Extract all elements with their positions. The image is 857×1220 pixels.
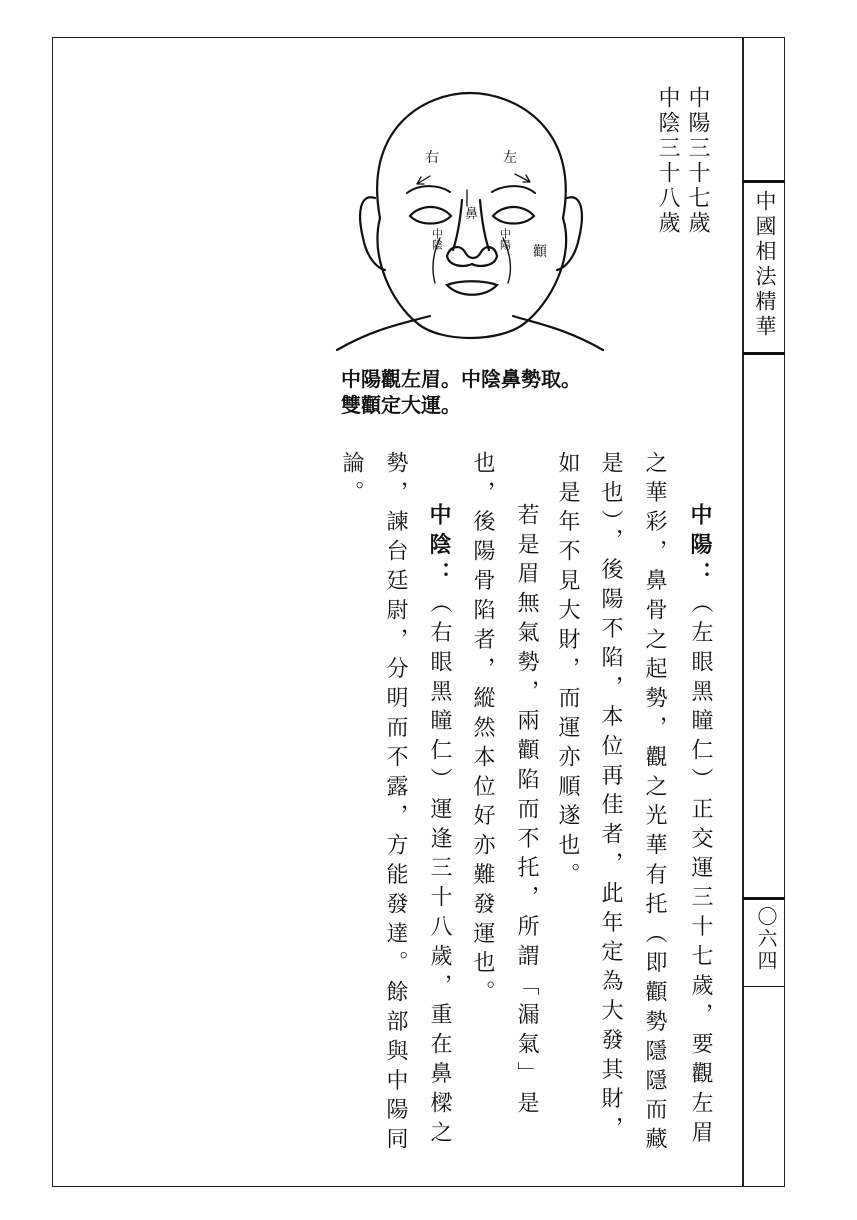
label-zhongyang: 中陽: [498, 228, 512, 250]
page-number: 〇六四: [754, 906, 778, 972]
body-column-7-text: （右眼黑瞳仁）運逢三十八歲，重在鼻樑之: [427, 591, 452, 1150]
age-caption: [652, 86, 712, 236]
age-caption-line2: 中陰三十八歲: [655, 86, 680, 236]
body-column-8: 勢，諫台廷尉，分明而不露，方能發達。餘部與中陽同: [383, 451, 408, 1157]
body-column-6: 也，後陽骨陷者，縱然本位好亦難發運也。: [470, 451, 495, 1010]
body-column-1-text: （左眼黑瞳仁）正交運三十七歲，要觀左眉: [688, 591, 713, 1150]
label-left-brow: 左: [503, 150, 517, 166]
body-column-1: [689, 503, 711, 1150]
face-illustration: [335, 88, 605, 356]
book-title: 中國相法精華: [753, 190, 777, 340]
age-caption-line1: 中陽三十七歲: [685, 86, 710, 236]
body-column-5: 若是眉無氣勢，兩顴陷而不托，所謂「漏氣」是: [514, 503, 539, 1121]
term-zhongyang: 中陽：: [687, 503, 713, 592]
label-zhongyin: 中陰: [430, 228, 444, 250]
verse-line2: 雙顴定大運。: [341, 393, 461, 417]
body-column-9: 論。: [339, 451, 364, 510]
body-column-3: 是也），後陽不陷，本位再佳者，此年定為大發其財，: [598, 451, 623, 1146]
label-cheekbone: 顴: [533, 244, 547, 260]
label-right-brow: 右: [425, 150, 439, 166]
label-nose: 鼻: [465, 207, 479, 222]
body-column-2: 之華彩，鼻骨之起勢，觀之光華有托（即顴勢隱隱而藏: [642, 451, 667, 1157]
verse-line1: 中陽觀左眉。中陰鼻勢取。: [341, 367, 581, 391]
term-zhongyin: 中陰：: [426, 503, 452, 592]
body-column-4: 如是年不見大財，而運亦順遂也。: [555, 451, 580, 892]
body-column-7: [428, 503, 450, 1150]
verse: [341, 366, 581, 418]
